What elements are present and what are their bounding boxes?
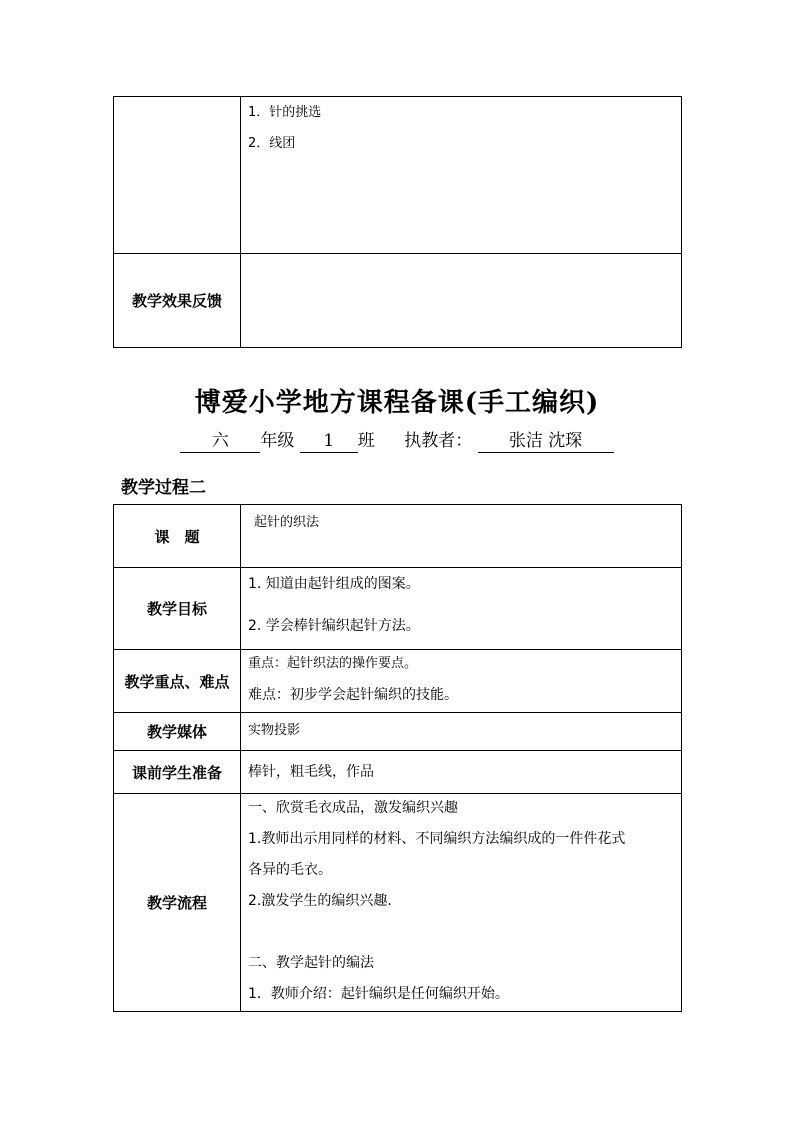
process-line: 1.教师出示用同样的材料、不同编织方法编织成的一件件花式 — [248, 831, 626, 847]
teacher-value: 张洁 沈琛 — [478, 430, 614, 453]
class-label: 班 — [357, 431, 375, 451]
prep-value: 棒针，粗毛线，作品 — [248, 764, 374, 780]
media-cell — [241, 713, 682, 751]
media-label: 教学媒体 — [114, 713, 241, 751]
focus-cell — [241, 650, 682, 713]
content-line: 2．线团 — [248, 136, 296, 151]
content-line: 1．针的挑选 — [248, 105, 322, 120]
prep-label: 课前学生准备 — [114, 751, 241, 794]
process-line: 各异的毛衣。 — [248, 862, 332, 878]
continuation-content-cell — [241, 97, 682, 254]
feedback-label: 教学效果反馈 — [114, 254, 241, 348]
lesson-meta-line — [0, 429, 794, 453]
feedback-value — [241, 254, 682, 348]
media-value: 实物投影 — [248, 723, 301, 738]
prep-cell — [241, 751, 682, 794]
section-title: 教学过程二 — [121, 478, 206, 498]
goal-item: 2. 学会棒针编织起针方法。 — [248, 618, 420, 634]
process-line: 二、教学起针的编法 — [248, 955, 374, 971]
continuation-table — [113, 96, 682, 348]
continuation-label-cell — [114, 97, 241, 254]
process-line: 1．教师介绍：起针编织是任何编织开始。 — [248, 986, 509, 1002]
goals-cell — [241, 568, 682, 650]
focus-item: 重点：起针织法的操作要点。 — [248, 656, 418, 671]
teacher-label: 执教者： — [404, 431, 473, 451]
topic-value-cell — [241, 505, 682, 568]
goals-label: 教学目标 — [114, 568, 241, 650]
process-line: 一、欣赏毛衣成品，激发编织兴趣 — [248, 800, 458, 816]
focus-label: 教学重点、难点 — [114, 650, 241, 713]
focus-item: 难点：初步学会起针编织的技能。 — [248, 687, 458, 703]
page-title: 博爱小学地方课程备课(手工编织) — [194, 388, 600, 418]
process-line: 2.激发学生的编织兴趣. — [248, 893, 392, 909]
grade-label: 年级 — [260, 431, 295, 451]
process-cell — [241, 794, 682, 1012]
process-label: 教学流程 — [114, 794, 241, 1012]
grade-value: 六 — [180, 430, 260, 453]
topic-label: 课 题 — [114, 505, 241, 568]
class-value: 1 — [300, 430, 358, 453]
goal-item: 1. 知道由起针组成的图案。 — [248, 576, 420, 592]
topic-value: 起针的织法 — [254, 515, 320, 530]
lesson-table — [113, 504, 682, 1012]
